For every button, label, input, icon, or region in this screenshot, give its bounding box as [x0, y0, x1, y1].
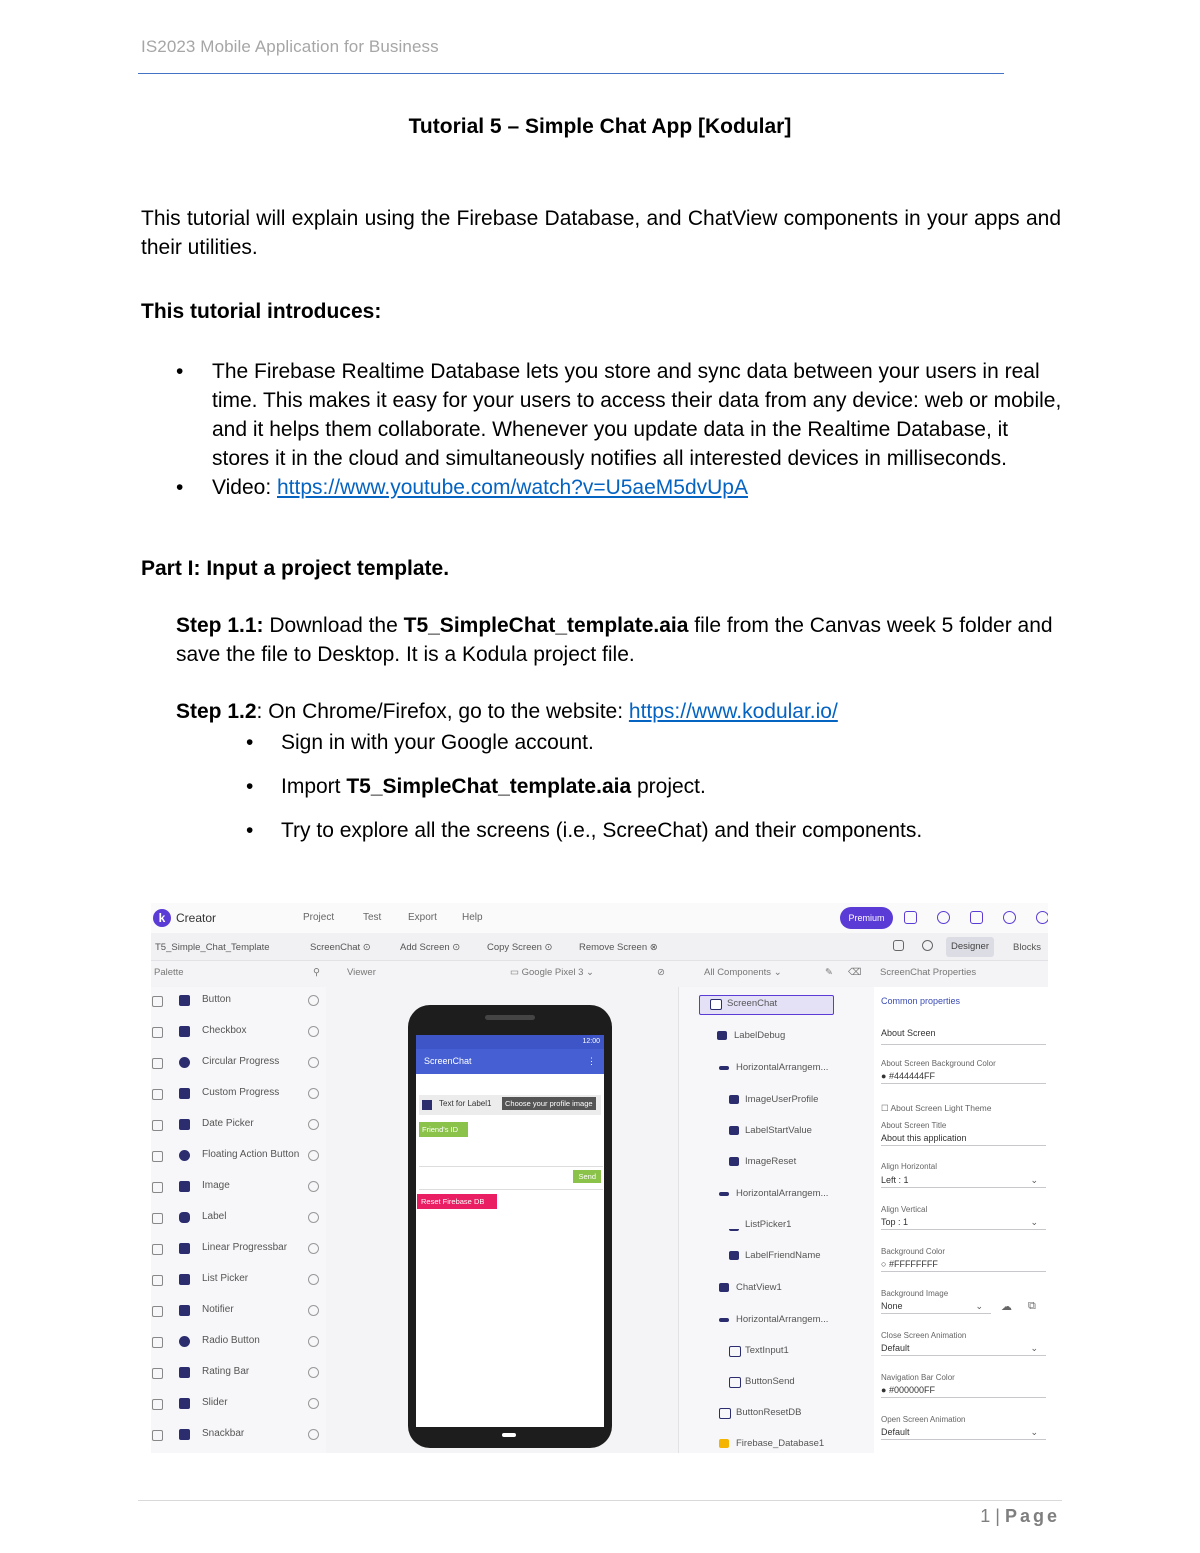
button-icon	[719, 1408, 731, 1419]
send-button[interactable]: Send	[573, 1170, 601, 1183]
tab-screenchat[interactable]: ScreenChat ⊙	[310, 942, 371, 953]
checkbox-icon	[179, 1026, 190, 1037]
list-item	[246, 816, 922, 845]
category-icon	[152, 1151, 163, 1162]
palette-item-circular-progress[interactable]: Circular Progress	[151, 1049, 326, 1080]
about-title-field[interactable]: About this application	[881, 1133, 1046, 1146]
info-icon[interactable]	[308, 1088, 319, 1099]
tree-item-listpicker[interactable]: ListPicker1	[679, 1212, 899, 1238]
chevron-down-icon: ⌄	[1030, 1427, 1038, 1437]
about-light-theme-checkbox[interactable]: ☐ About Screen Light Theme	[881, 1103, 992, 1113]
step-1-2-text: : On Chrome/Firefox, go to the website:	[256, 700, 629, 723]
properties-header: ScreenChat Properties	[880, 967, 977, 978]
menu-project[interactable]: Project	[303, 912, 335, 923]
tree-item-screenchat[interactable]: ScreenChat	[679, 991, 899, 1017]
background-image-label: Background Image	[881, 1289, 949, 1298]
palette-item-date-picker[interactable]: Date Picker	[151, 1111, 326, 1142]
open-external-icon[interactable]: ⧉	[1028, 1300, 1036, 1312]
tree-item-chatview[interactable]: ChatView1	[679, 1275, 899, 1301]
device-selector[interactable]: ▭ Google Pixel 3 ⌄	[510, 967, 595, 978]
image-icon	[729, 1157, 739, 1166]
common-properties-header[interactable]: Common properties	[881, 996, 961, 1006]
category-icon	[152, 1306, 163, 1317]
category-icon	[152, 1244, 163, 1255]
step-1-1-text1: Download the	[263, 614, 404, 637]
label-icon	[729, 1251, 739, 1260]
image-icon	[179, 1181, 190, 1192]
app-title: ScreenChat	[424, 1056, 472, 1066]
list-item	[176, 473, 1064, 502]
video-link[interactable]: https://www.youtube.com/watch?v=U5aeM5dvUpA	[277, 476, 748, 499]
category-icon	[152, 1120, 163, 1131]
tree-item-horizontal-1[interactable]: HorizontalArrangem...	[679, 1055, 899, 1081]
open-animation-label: Open Screen Animation	[881, 1415, 966, 1424]
blocks-tab[interactable]: Blocks	[1013, 942, 1041, 953]
info-icon[interactable]	[308, 1057, 319, 1068]
fast-forward-icon	[179, 1243, 190, 1254]
page-word: Page	[1004, 1506, 1060, 1526]
info-icon[interactable]	[308, 1119, 319, 1130]
import-post: project.	[631, 775, 706, 798]
about-bg-field[interactable]: ● #444444FF	[881, 1071, 1046, 1084]
info-icon[interactable]	[308, 1336, 319, 1347]
friend-id-picker[interactable]: Friend's ID	[419, 1122, 468, 1137]
components-header[interactable]: All Components ⌄	[704, 967, 782, 978]
video-label: Video:	[212, 476, 277, 499]
firebase-icon	[719, 1439, 729, 1448]
top-menubar	[151, 903, 1048, 933]
step-1-1-text2: file from the Canvas week 5 folder and save the file to Desktop. It is a Kodula project file.	[176, 614, 1053, 666]
upload-icon[interactable]: ☁	[1001, 1301, 1012, 1313]
save-icon[interactable]	[893, 940, 904, 951]
tree-item-buttonresetdb[interactable]: ButtonResetDB	[679, 1400, 899, 1426]
slider-icon	[179, 1398, 190, 1409]
viewer-header: Viewer	[347, 967, 376, 978]
explore-text: Try to explore all the screens (i.e., ScreeChat) and their components.	[281, 819, 923, 842]
list-item	[246, 728, 922, 757]
tree-item-horizontal-3[interactable]: HorizontalArrangem...	[679, 1307, 899, 1333]
button-icon	[729, 1377, 741, 1388]
signin-text: Sign in with your Google account.	[281, 731, 594, 754]
background-color-field[interactable]: ○ #FFFFFFFF	[881, 1259, 1046, 1272]
close-animation-label: Close Screen Animation	[881, 1331, 967, 1340]
label-icon	[729, 1126, 739, 1135]
tree-item-image-profile[interactable]: ImageUserProfile	[679, 1087, 899, 1113]
kodular-logo-icon: k	[153, 909, 171, 927]
bullet-icon: •	[246, 775, 254, 798]
about-bg-label: About Screen Background Color	[881, 1059, 996, 1068]
arrangement-icon	[719, 1066, 729, 1070]
brand-name: Creator	[176, 911, 217, 925]
radio-icon	[179, 1336, 190, 1347]
app-bar	[416, 1049, 604, 1074]
palette-item-radio-button[interactable]: Radio Button	[151, 1328, 326, 1359]
arrangement-icon	[719, 1318, 729, 1322]
header-rule	[138, 73, 1004, 74]
choose-image-button[interactable]: Choose your profile image	[502, 1097, 596, 1110]
circular-progress-icon	[179, 1057, 190, 1068]
speaker	[485, 1015, 535, 1020]
label-icon	[179, 1212, 190, 1223]
menu-test[interactable]: Test	[363, 912, 382, 923]
step-1-1	[176, 611, 1066, 669]
firebase-description: The Firebase Realtime Database lets you store and sync data between your users in real time. This makes it easy for your users to access their data from any device: web or mobile, and it helps them collaborate. Whenever you update data in the Realtime Database, it stores it in the cloud and simultaneously notifies all interested devices in milliseconds.	[212, 360, 1062, 470]
intro-bullet-list	[176, 357, 1064, 502]
snackbar-icon	[179, 1429, 190, 1440]
palette-item-label[interactable]: Label	[151, 1204, 326, 1235]
horizontal-arrangement-1	[419, 1095, 601, 1115]
tree-item-label-friend[interactable]: LabelFriendName	[679, 1243, 899, 1269]
palette-item-notifier[interactable]: Notifier	[151, 1297, 326, 1328]
info-icon[interactable]	[308, 1150, 319, 1161]
palette-item-snackbar[interactable]: Snackbar	[151, 1421, 326, 1452]
document-header: IS2023 Mobile Application for Business	[141, 37, 439, 56]
category-icon	[152, 1027, 163, 1038]
info-icon[interactable]	[308, 1243, 319, 1254]
menu-help[interactable]: Help	[462, 912, 483, 923]
label-text: Text for Label1	[439, 1099, 492, 1108]
intro-paragraph: This tutorial will explain using the Firebase Database, and ChatView components in your apps and their utilities.	[141, 207, 1061, 259]
hide-icon[interactable]: ⊘	[657, 967, 665, 978]
bullet-icon: •	[176, 476, 184, 499]
chevron-down-icon: ⌄	[1030, 1217, 1038, 1227]
step-1-2-label: Step 1.2	[176, 700, 257, 723]
background-color-label: Background Color	[881, 1247, 946, 1256]
page-footer	[980, 1506, 1060, 1527]
palette-item-rating-bar[interactable]: Rating Bar	[151, 1359, 326, 1390]
account-icon[interactable]	[1036, 911, 1048, 924]
import-file: T5_SimpleChat_template.aia	[346, 775, 632, 798]
textbox-icon	[729, 1346, 741, 1357]
copy-screen-button[interactable]: Copy Screen ⊙	[487, 942, 553, 953]
image-icon	[729, 1095, 739, 1104]
tree-item-horizontal-2[interactable]: HorizontalArrangem...	[679, 1181, 899, 1207]
info-icon[interactable]	[308, 1181, 319, 1192]
import-pre: Import	[281, 775, 347, 798]
settings-icon[interactable]	[1003, 911, 1016, 924]
palette-item-list-picker[interactable]: List Picker	[151, 1266, 326, 1297]
gallery-icon[interactable]	[970, 911, 983, 924]
align-vertical-label: Align Vertical	[881, 1205, 928, 1214]
palette-item-fab[interactable]: Floating Action Button	[151, 1142, 326, 1173]
chevron-down-icon: ⌄	[1030, 1175, 1038, 1185]
palette-panel	[151, 987, 326, 1453]
step-1-2	[176, 697, 1066, 726]
button-icon	[179, 995, 190, 1006]
list-item	[176, 357, 1064, 473]
gear-icon[interactable]	[922, 940, 933, 951]
align-horizontal-select[interactable]: Left : 1 ⌄	[881, 1175, 1046, 1188]
category-icon	[152, 1182, 163, 1193]
star-icon	[179, 1367, 190, 1378]
category-icon	[152, 1430, 163, 1441]
category-icon	[152, 1337, 163, 1348]
category-icon	[152, 1368, 163, 1379]
align-horizontal-label: Align Horizontal	[881, 1162, 938, 1171]
premium-button[interactable]: Premium	[840, 907, 893, 929]
list-icon	[179, 1274, 190, 1285]
info-icon[interactable]	[308, 1398, 319, 1409]
tree-item-firebase[interactable]: Firebase_Database1	[679, 1431, 899, 1453]
align-vertical-select[interactable]: Top : 1 ⌄	[881, 1217, 1046, 1230]
home-button[interactable]	[502, 1433, 516, 1437]
page-separator: |	[990, 1506, 1005, 1526]
arrangement-icon	[719, 1192, 729, 1196]
info-icon[interactable]	[308, 995, 319, 1006]
device-name: Google Pixel 3	[521, 967, 584, 978]
step-1-1-file: T5_SimpleChat_template.aia	[403, 614, 689, 637]
bullet-icon: •	[246, 819, 254, 842]
overflow-menu-icon[interactable]: ⋮	[587, 1056, 596, 1066]
chevron-down-icon: ⌄	[975, 1301, 983, 1311]
info-icon[interactable]	[308, 1429, 319, 1440]
palette-item-custom-progress[interactable]: Custom Progress	[151, 1080, 326, 1111]
palette-item-button[interactable]: Button	[151, 987, 326, 1018]
category-icon	[152, 1399, 163, 1410]
custom-progress-icon	[179, 1088, 190, 1099]
palette-item-image[interactable]: Image	[151, 1173, 326, 1204]
tree-item-buttonsend[interactable]: ButtonSend	[679, 1369, 899, 1395]
menu-export[interactable]: Export	[408, 912, 437, 923]
list-item	[246, 772, 922, 801]
introduces-heading: This tutorial introduces:	[141, 300, 382, 323]
input-arrangement	[419, 1166, 603, 1190]
step-1-2-bullets	[246, 728, 922, 860]
nav-bar-color-label: Navigation Bar Color	[881, 1373, 955, 1382]
part1-heading: Part I: Input a project template.	[141, 557, 450, 580]
category-icon	[152, 1213, 163, 1224]
category-icon	[152, 1058, 163, 1069]
rename-icon[interactable]: ✎	[825, 967, 833, 978]
info-icon[interactable]	[308, 1212, 319, 1223]
kodular-link[interactable]: https://www.kodular.io/	[628, 700, 838, 723]
plus-circle-icon	[179, 1150, 190, 1161]
background-image-select[interactable]: None ⌄	[881, 1301, 991, 1314]
palette-item-linear-progressbar[interactable]: Linear Progressbar	[151, 1235, 326, 1266]
info-icon[interactable]	[308, 1274, 319, 1285]
bullet-icon: •	[176, 360, 184, 383]
delete-icon[interactable]: ⌫	[848, 967, 862, 978]
category-icon	[152, 1089, 163, 1100]
palette-item-slider[interactable]: Slider	[151, 1390, 326, 1421]
add-screen-button[interactable]: Add Screen ⊙	[400, 942, 461, 953]
palette-header: Palette	[154, 967, 184, 978]
project-name: T5_Simple_Chat_Template	[155, 942, 270, 953]
community-icon[interactable]	[937, 911, 950, 924]
search-icon[interactable]: ⚲	[313, 967, 320, 978]
folder-icon[interactable]	[904, 911, 917, 924]
status-bar	[416, 1035, 604, 1049]
about-title-label: About Screen Title	[881, 1121, 947, 1130]
chevron-down-icon: ⌄	[1030, 1343, 1038, 1353]
label-icon	[717, 1031, 727, 1040]
kodular-screenshot	[151, 903, 1048, 1453]
info-icon[interactable]	[308, 1367, 319, 1378]
calendar-icon	[179, 1119, 190, 1130]
status-time: 12:00	[582, 1038, 600, 1045]
screen-toolbar	[151, 933, 1048, 961]
page-number: 1	[980, 1506, 991, 1526]
footer-rule	[138, 1500, 1062, 1501]
step-1-1-label: Step 1.1:	[176, 614, 264, 637]
category-icon	[152, 996, 163, 1007]
palette-item-checkbox[interactable]: Checkbox	[151, 1018, 326, 1049]
phone-preview	[408, 1005, 612, 1448]
designer-tab[interactable]: Designer	[946, 937, 994, 957]
tree-item-textinput[interactable]: TextInput1	[679, 1338, 899, 1364]
reset-db-button[interactable]: Reset Firebase DB	[417, 1194, 497, 1209]
bullet-icon: •	[246, 731, 254, 754]
remove-screen-button[interactable]: Remove Screen ⊗	[579, 942, 658, 953]
components-tree	[678, 987, 875, 1453]
bell-icon	[179, 1305, 190, 1316]
info-icon[interactable]	[308, 1026, 319, 1037]
phone-screen	[416, 1035, 604, 1427]
tree-item-image-reset[interactable]: ImageReset	[679, 1149, 899, 1175]
list-icon	[729, 1220, 739, 1231]
screen-icon	[710, 999, 722, 1010]
open-animation-select[interactable]: Default ⌄	[881, 1427, 1046, 1440]
page-title: Tutorial 5 – Simple Chat App [Kodular]	[408, 115, 792, 138]
tree-item-labeldebug[interactable]: LabelDebug	[679, 1023, 899, 1049]
chat-icon	[719, 1283, 729, 1292]
profile-image-icon	[422, 1100, 432, 1110]
about-screen-field[interactable]: About Screen	[881, 1028, 1046, 1045]
tree-item-label-start[interactable]: LabelStartValue	[679, 1118, 899, 1144]
close-animation-select[interactable]: Default ⌄	[881, 1343, 1046, 1356]
info-icon[interactable]	[308, 1305, 319, 1316]
nav-bar-color-field[interactable]: ● #000000FF	[881, 1385, 1046, 1398]
category-icon	[152, 1275, 163, 1286]
